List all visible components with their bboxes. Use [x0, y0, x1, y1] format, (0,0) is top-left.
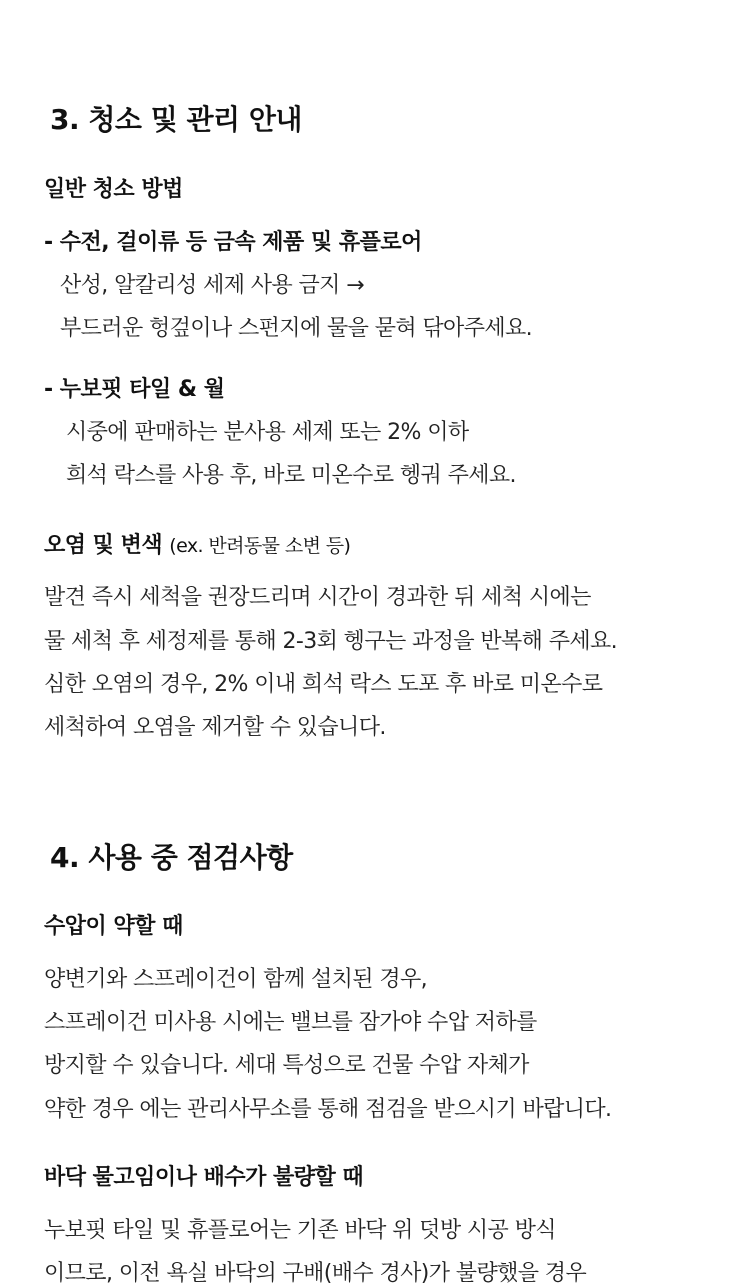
stain-heading	[44, 528, 350, 559]
tile-wall-line-1: 시중에 판매하는 분사용 세제 또는 2% 이하	[66, 420, 469, 445]
general-cleaning-heading: 일반 청소 방법	[44, 177, 183, 202]
low-pressure-line-3: 방지할 수 있습니다. 세대 특성으로 건물 수압 자체가	[44, 1053, 529, 1078]
metal-products-line-2: 부드러운 헝겊이나 스펀지에 물을 묻혀 닦아주세요.	[60, 316, 533, 341]
low-pressure-line-2: 스프레이건 미사용 시에는 밸브를 잠가야 수압 저하를	[44, 1010, 537, 1035]
drain-line-1: 누보핏 타일 및 휴플로어는 기존 바닥 위 덧방 시공 방식	[44, 1218, 556, 1243]
section-4-title: 4. 사용 중 점검사항	[50, 841, 293, 874]
drain-line-2: 이므로, 이전 욕실 바닥의 구배(배수 경사)가 불량했을 경우	[44, 1261, 587, 1286]
tile-wall-line-2: 희석 락스를 사용 후, 바로 미온수로 헹궈 주세요.	[66, 463, 516, 488]
low-pressure-heading: 수압이 약할 때	[44, 914, 183, 939]
low-pressure-line-1: 양변기와 스프레이건이 함께 설치된 경우,	[44, 967, 428, 992]
stain-line-2: 물 세척 후 세정제를 통해 2-3회 헹구는 과정을 반복해 주세요.	[44, 629, 618, 654]
metal-products-line-1: 산성, 알칼리성 세제 사용 금지 →	[60, 273, 365, 298]
low-pressure-line-4: 약한 경우 에는 관리사무소를 통해 점검을 받으시기 바랍니다.	[44, 1097, 612, 1122]
stain-line-1: 발견 즉시 세척을 권장드리며 시간이 경과한 뒤 세척 시에는	[44, 585, 591, 610]
metal-products-item-title: - 수전, 걸이류 등 금속 제품 및 휴플로어	[44, 230, 422, 255]
tile-wall-item-title: - 누보핏 타일 & 월	[44, 377, 225, 402]
drain-heading: 바닥 물고임이나 배수가 불량할 때	[44, 1165, 364, 1190]
stain-line-4: 세척하여 오염을 제거할 수 있습니다.	[44, 715, 386, 740]
section-3-title: 3. 청소 및 관리 안내	[50, 103, 302, 136]
stain-heading-note: (ex. 반려동물 소변 등)	[169, 535, 351, 557]
stain-line-3: 심한 오염의 경우, 2% 이내 희석 락스 도포 후 바로 미온수로	[44, 672, 603, 697]
stain-heading-text: 오염 및 변색	[44, 533, 163, 558]
